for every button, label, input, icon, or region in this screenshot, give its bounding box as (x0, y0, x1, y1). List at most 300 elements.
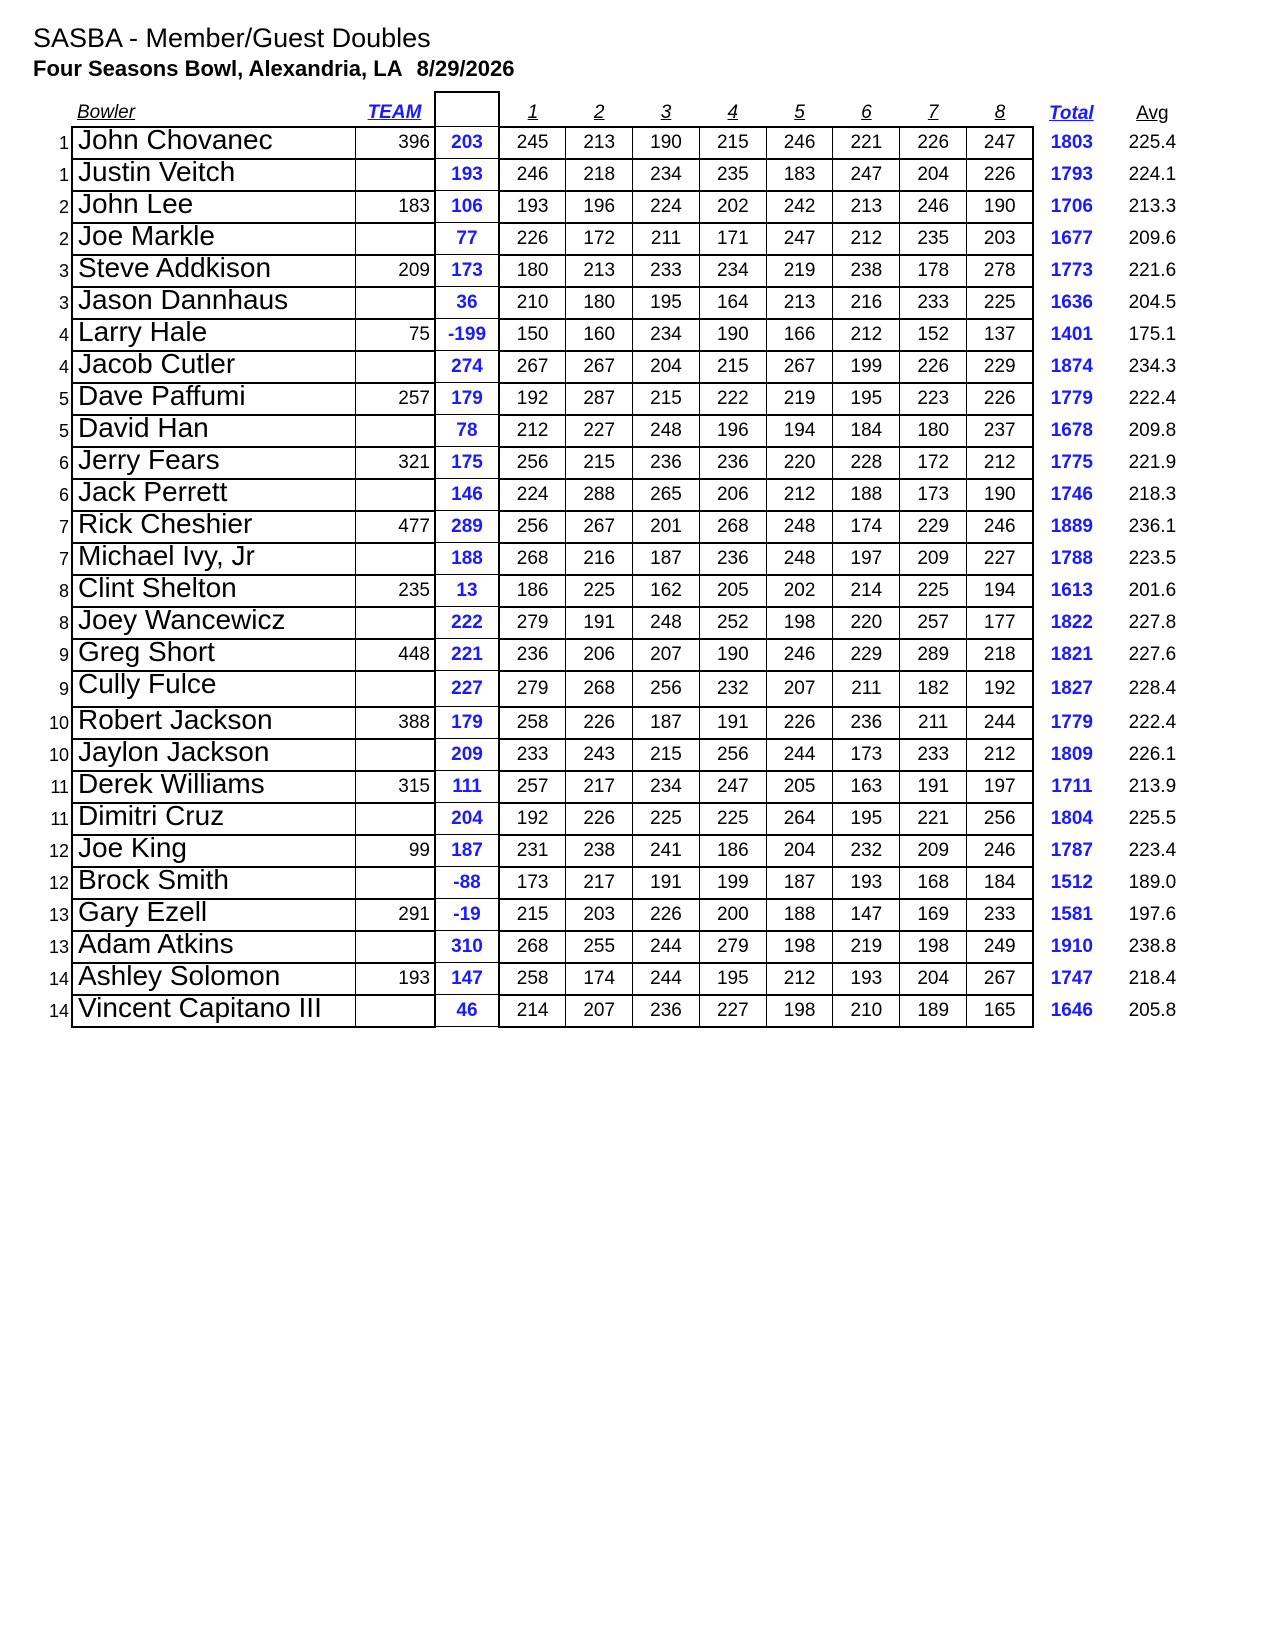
team-score (355, 351, 435, 383)
handicap-value: 111 (435, 771, 499, 803)
game-3-score: 191 (633, 867, 700, 899)
team-score (355, 803, 435, 835)
table-row (30, 995, 1195, 1027)
total-score: 1706 (1050, 195, 1094, 217)
game-3-score: 211 (633, 223, 700, 255)
game-8-score: 225 (967, 287, 1034, 319)
event-date: 8/29/2026 (416, 56, 515, 81)
team-score: 388 (355, 707, 435, 739)
game-4-score: 205 (699, 575, 766, 607)
bowler-name: Dave Paffumi (72, 383, 355, 415)
pair-number: 4 (58, 356, 69, 377)
table-row (30, 415, 1195, 447)
total-score: 1746 (1050, 483, 1094, 505)
game-6-score: 184 (833, 415, 900, 447)
game-3-score: 195 (633, 287, 700, 319)
game-2-score: 172 (566, 223, 633, 255)
team-score (355, 543, 435, 575)
bowler-name: Cully Fulce (72, 671, 355, 707)
header-total: Total (1049, 102, 1094, 124)
game-4-score: 206 (699, 479, 766, 511)
game-6-score: 220 (833, 607, 900, 639)
game-1-score: 210 (499, 287, 566, 319)
game-1-score: 150 (499, 319, 566, 351)
average-score: 224.1 (1128, 163, 1177, 185)
game-3-score: 224 (633, 191, 700, 223)
game-3-score: 234 (633, 159, 700, 191)
table-row (30, 867, 1195, 899)
game-6-score: 193 (833, 867, 900, 899)
average-score: 209.6 (1128, 227, 1177, 249)
game-2-score: 196 (566, 191, 633, 223)
game-2-score: 243 (566, 739, 633, 771)
header-team: TEAM (367, 101, 422, 123)
game-3-score: 244 (633, 931, 700, 963)
game-3-score: 234 (633, 319, 700, 351)
game-2-score: 174 (566, 963, 633, 995)
game-5-score: 212 (766, 963, 833, 995)
game-7-score: 169 (900, 899, 967, 931)
game-4-score: 256 (699, 739, 766, 771)
handicap-value: 147 (435, 963, 499, 995)
table-row (30, 319, 1195, 351)
game-3-score: 236 (633, 447, 700, 479)
bowler-name: Vincent Capitano III (72, 995, 355, 1027)
game-7-score: 172 (900, 447, 967, 479)
game-1-score: 224 (499, 479, 566, 511)
game-4-score: 227 (699, 995, 766, 1027)
game-5-score: 220 (766, 447, 833, 479)
game-8-score: 249 (967, 931, 1034, 963)
bowler-name: John Chovanec (72, 127, 355, 159)
handicap-value: 36 (435, 287, 499, 319)
average-score: 222.4 (1128, 711, 1177, 733)
handicap-value: 179 (435, 383, 499, 415)
header-game-5: 5 (794, 101, 805, 123)
average-score: 234.3 (1128, 355, 1177, 377)
game-4-score: 268 (699, 511, 766, 543)
handicap-value: 13 (435, 575, 499, 607)
game-2-score: 217 (566, 867, 633, 899)
average-score: 218.4 (1128, 967, 1177, 989)
table-row (30, 543, 1195, 575)
total-score: 1874 (1050, 355, 1094, 377)
team-score (355, 867, 435, 899)
game-3-score: 187 (633, 707, 700, 739)
table-row (30, 739, 1195, 771)
bowler-name: Robert Jackson (72, 707, 355, 739)
game-2-score: 213 (566, 127, 633, 159)
table-row (30, 835, 1195, 867)
game-6-score: 228 (833, 447, 900, 479)
table-row (30, 707, 1195, 739)
average-score: 222.4 (1128, 387, 1177, 409)
pair-number: 12 (48, 872, 69, 893)
game-5-score: 198 (766, 931, 833, 963)
total-score: 1787 (1050, 839, 1094, 861)
bowler-name: Gary Ezell (72, 899, 355, 931)
game-3-score: 215 (633, 739, 700, 771)
game-4-score: 247 (699, 771, 766, 803)
game-8-score: 244 (967, 707, 1034, 739)
bowler-name: Larry Hale (72, 319, 355, 351)
game-5-score: 267 (766, 351, 833, 383)
game-2-score: 206 (566, 639, 633, 671)
game-7-score: 223 (900, 383, 967, 415)
bowler-name: Joe Markle (72, 223, 355, 255)
table-row (30, 931, 1195, 963)
total-score: 1793 (1050, 163, 1094, 185)
team-score: 396 (355, 127, 435, 159)
table-row (30, 639, 1195, 671)
game-2-score: 226 (566, 707, 633, 739)
pair-number: 7 (58, 548, 69, 569)
game-4-score: 215 (699, 127, 766, 159)
total-score: 1512 (1050, 871, 1094, 893)
bowler-name: Joey Wancewicz (72, 607, 355, 639)
bowler-name: Steve Addkison (72, 255, 355, 287)
game-7-score: 173 (900, 479, 967, 511)
game-4-score: 190 (699, 319, 766, 351)
game-4-score: 200 (699, 899, 766, 931)
game-3-score: 215 (633, 383, 700, 415)
team-score: 183 (355, 191, 435, 223)
header-row (30, 92, 1195, 127)
game-8-score: 226 (967, 159, 1034, 191)
total-score: 1803 (1050, 131, 1094, 153)
game-4-score: 232 (699, 671, 766, 707)
game-1-score: 268 (499, 543, 566, 575)
average-score: 227.8 (1128, 611, 1177, 633)
pair-number: 14 (48, 968, 69, 989)
table-row (30, 771, 1195, 803)
team-score (355, 287, 435, 319)
handicap-value: -19 (435, 899, 499, 931)
total-score: 1804 (1050, 807, 1094, 829)
game-2-score: 213 (566, 255, 633, 287)
game-2-score: 218 (566, 159, 633, 191)
bowler-name: David Han (72, 415, 355, 447)
handicap-value: 106 (435, 191, 499, 223)
handicap-value: 188 (435, 543, 499, 575)
game-4-score: 199 (699, 867, 766, 899)
table-row (30, 351, 1195, 383)
total-score: 1613 (1050, 579, 1094, 601)
average-score: 228.4 (1128, 677, 1177, 699)
average-score: 204.5 (1128, 291, 1177, 313)
game-8-score: 212 (967, 447, 1034, 479)
bowler-name: Jerry Fears (72, 447, 355, 479)
average-score: 221.9 (1128, 451, 1177, 473)
average-score: 201.6 (1128, 579, 1177, 601)
pair-number: 3 (58, 260, 69, 281)
game-1-score: 279 (499, 607, 566, 639)
total-score: 1636 (1050, 291, 1094, 313)
game-7-score: 233 (900, 739, 967, 771)
total-score: 1779 (1050, 387, 1094, 409)
bowler-name: Rick Cheshier (72, 511, 355, 543)
pair-number: 9 (58, 678, 69, 699)
handicap-value: -199 (435, 319, 499, 351)
table-row (30, 383, 1195, 415)
game-7-score: 229 (900, 511, 967, 543)
game-4-score: 236 (699, 543, 766, 575)
game-3-score: 244 (633, 963, 700, 995)
game-8-score: 246 (967, 511, 1034, 543)
game-5-score: 246 (766, 639, 833, 671)
game-1-score: 173 (499, 867, 566, 899)
handicap-value: 204 (435, 803, 499, 835)
header-bowler: Bowler (77, 101, 136, 123)
team-score (355, 931, 435, 963)
game-6-score: 147 (833, 899, 900, 931)
game-5-score: 212 (766, 479, 833, 511)
game-7-score: 180 (900, 415, 967, 447)
handicap-value: 46 (435, 995, 499, 1027)
total-score: 1821 (1050, 643, 1094, 665)
bowler-name: Jacob Cutler (72, 351, 355, 383)
table-row (30, 803, 1195, 835)
game-4-score: 252 (699, 607, 766, 639)
table-row (30, 607, 1195, 639)
header-game-4: 4 (727, 101, 739, 123)
total-score: 1910 (1050, 935, 1094, 957)
team-score (355, 607, 435, 639)
game-3-score: 162 (633, 575, 700, 607)
game-7-score: 226 (900, 351, 967, 383)
game-7-score: 233 (900, 287, 967, 319)
bowler-name: Justin Veitch (72, 159, 355, 191)
game-2-score: 191 (566, 607, 633, 639)
standings-table (30, 91, 1196, 1028)
game-8-score: 177 (967, 607, 1034, 639)
game-2-score: 226 (566, 803, 633, 835)
table-row (30, 447, 1195, 479)
total-score: 1401 (1050, 323, 1094, 345)
game-7-score: 198 (900, 931, 967, 963)
game-3-score: 248 (633, 607, 700, 639)
pair-number: 10 (48, 712, 69, 733)
pair-number: 6 (58, 452, 69, 473)
average-score: 226.1 (1128, 743, 1177, 765)
game-7-score: 246 (900, 191, 967, 223)
game-7-score: 168 (900, 867, 967, 899)
average-score: 221.6 (1128, 259, 1177, 281)
table-row (30, 159, 1195, 191)
average-score: 225.4 (1128, 131, 1177, 153)
team-score: 448 (355, 639, 435, 671)
team-score: 315 (355, 771, 435, 803)
game-5-score: 219 (766, 255, 833, 287)
game-4-score: 190 (699, 639, 766, 671)
game-6-score: 212 (833, 223, 900, 255)
average-score: 175.1 (1128, 323, 1177, 345)
game-4-score: 164 (699, 287, 766, 319)
page-title: SASBA - Member/Guest Doubles (33, 23, 431, 53)
game-3-score: 233 (633, 255, 700, 287)
game-7-score: 211 (900, 707, 967, 739)
game-2-score: 288 (566, 479, 633, 511)
team-score (355, 415, 435, 447)
game-8-score: 278 (967, 255, 1034, 287)
game-7-score: 209 (900, 835, 967, 867)
game-7-score: 235 (900, 223, 967, 255)
game-7-score: 225 (900, 575, 967, 607)
pair-number: 14 (48, 1000, 69, 1021)
total-score: 1788 (1050, 547, 1094, 569)
game-5-score: 187 (766, 867, 833, 899)
pair-number: 8 (58, 580, 69, 601)
handicap-value: 78 (435, 415, 499, 447)
total-score: 1677 (1050, 227, 1094, 249)
game-6-score: 163 (833, 771, 900, 803)
game-2-score: 216 (566, 543, 633, 575)
table-row (30, 899, 1195, 931)
game-2-score: 160 (566, 319, 633, 351)
pair-number: 10 (48, 744, 69, 765)
game-1-score: 257 (499, 771, 566, 803)
average-score: 213.9 (1128, 775, 1177, 797)
game-1-score: 256 (499, 511, 566, 543)
bowler-name: Jaylon Jackson (72, 739, 355, 771)
game-2-score: 217 (566, 771, 633, 803)
game-6-score: 212 (833, 319, 900, 351)
game-8-score: 165 (967, 995, 1034, 1027)
game-2-score: 227 (566, 415, 633, 447)
total-score: 1775 (1050, 451, 1094, 473)
game-5-score: 183 (766, 159, 833, 191)
team-score (355, 671, 435, 707)
game-1-score: 246 (499, 159, 566, 191)
game-6-score: 211 (833, 671, 900, 707)
game-8-score: 203 (967, 223, 1034, 255)
game-5-score: 207 (766, 671, 833, 707)
game-6-score: 247 (833, 159, 900, 191)
game-2-score: 215 (566, 447, 633, 479)
handicap-value: 146 (435, 479, 499, 511)
game-3-score: 248 (633, 415, 700, 447)
average-score: 227.6 (1128, 643, 1177, 665)
team-score: 477 (355, 511, 435, 543)
game-6-score: 232 (833, 835, 900, 867)
game-3-score: 207 (633, 639, 700, 671)
game-1-score: 192 (499, 803, 566, 835)
bowler-name: Greg Short (72, 639, 355, 671)
game-8-score: 237 (967, 415, 1034, 447)
game-1-score: 193 (499, 191, 566, 223)
game-6-score: 213 (833, 191, 900, 223)
game-1-score: 186 (499, 575, 566, 607)
average-score: 213.3 (1128, 195, 1177, 217)
game-5-score: 248 (766, 543, 833, 575)
team-score (355, 479, 435, 511)
handicap-value: 173 (435, 255, 499, 287)
game-5-score: 226 (766, 707, 833, 739)
total-score: 1581 (1050, 903, 1094, 925)
handicap-value: 175 (435, 447, 499, 479)
game-1-score: 279 (499, 671, 566, 707)
table-row (30, 223, 1195, 255)
bowler-name: Ashley Solomon (72, 963, 355, 995)
game-5-score: 244 (766, 739, 833, 771)
handicap-value: 203 (435, 127, 499, 159)
table-row (30, 255, 1195, 287)
game-8-score: 192 (967, 671, 1034, 707)
game-4-score: 195 (699, 963, 766, 995)
game-6-score: 195 (833, 803, 900, 835)
team-score (355, 995, 435, 1027)
game-5-score: 213 (766, 287, 833, 319)
game-8-score: 227 (967, 543, 1034, 575)
pair-number: 3 (58, 292, 69, 313)
header-game-3: 3 (660, 101, 672, 123)
total-score: 1646 (1050, 999, 1094, 1021)
game-6-score: 193 (833, 963, 900, 995)
game-1-score: 180 (499, 255, 566, 287)
bowler-name: Derek Williams (72, 771, 355, 803)
total-score: 1822 (1050, 611, 1094, 633)
game-1-score: 245 (499, 127, 566, 159)
team-score: 193 (355, 963, 435, 995)
team-score: 75 (355, 319, 435, 351)
game-8-score: 267 (967, 963, 1034, 995)
bowler-name: Brock Smith (72, 867, 355, 899)
game-8-score: 247 (967, 127, 1034, 159)
header-avg: Avg (1136, 102, 1169, 124)
handicap-value: -88 (435, 867, 499, 899)
game-3-score: 265 (633, 479, 700, 511)
game-1-score: 215 (499, 899, 566, 931)
game-5-score: 264 (766, 803, 833, 835)
bowler-name: Adam Atkins (72, 931, 355, 963)
pair-number: 11 (50, 808, 69, 829)
total-score: 1809 (1050, 743, 1094, 765)
game-5-score: 204 (766, 835, 833, 867)
game-8-score: 190 (967, 479, 1034, 511)
game-8-score: 256 (967, 803, 1034, 835)
handicap-value: 179 (435, 707, 499, 739)
average-score: 223.5 (1128, 547, 1177, 569)
pair-number: 1 (58, 164, 69, 185)
bowler-name: Clint Shelton (72, 575, 355, 607)
game-6-score: 210 (833, 995, 900, 1027)
game-8-score: 229 (967, 351, 1034, 383)
pair-number: 4 (58, 324, 69, 345)
average-score: 225.5 (1128, 807, 1177, 829)
game-5-score: 205 (766, 771, 833, 803)
game-5-score: 202 (766, 575, 833, 607)
game-5-score: 242 (766, 191, 833, 223)
game-4-score: 236 (699, 447, 766, 479)
game-5-score: 248 (766, 511, 833, 543)
pair-number: 13 (48, 936, 69, 957)
game-2-score: 255 (566, 931, 633, 963)
average-score: 238.8 (1128, 935, 1177, 957)
game-3-score: 190 (633, 127, 700, 159)
header-game-7: 7 (927, 101, 939, 123)
total-score: 1678 (1050, 419, 1094, 441)
handicap-value: 310 (435, 931, 499, 963)
average-score: 209.8 (1128, 419, 1177, 441)
game-4-score: 196 (699, 415, 766, 447)
game-6-score: 216 (833, 287, 900, 319)
game-7-score: 189 (900, 995, 967, 1027)
handicap-value: 222 (435, 607, 499, 639)
game-4-score: 215 (699, 351, 766, 383)
pair-number: 8 (58, 612, 69, 633)
game-7-score: 191 (900, 771, 967, 803)
bowler-name: Jack Perrett (72, 479, 355, 511)
